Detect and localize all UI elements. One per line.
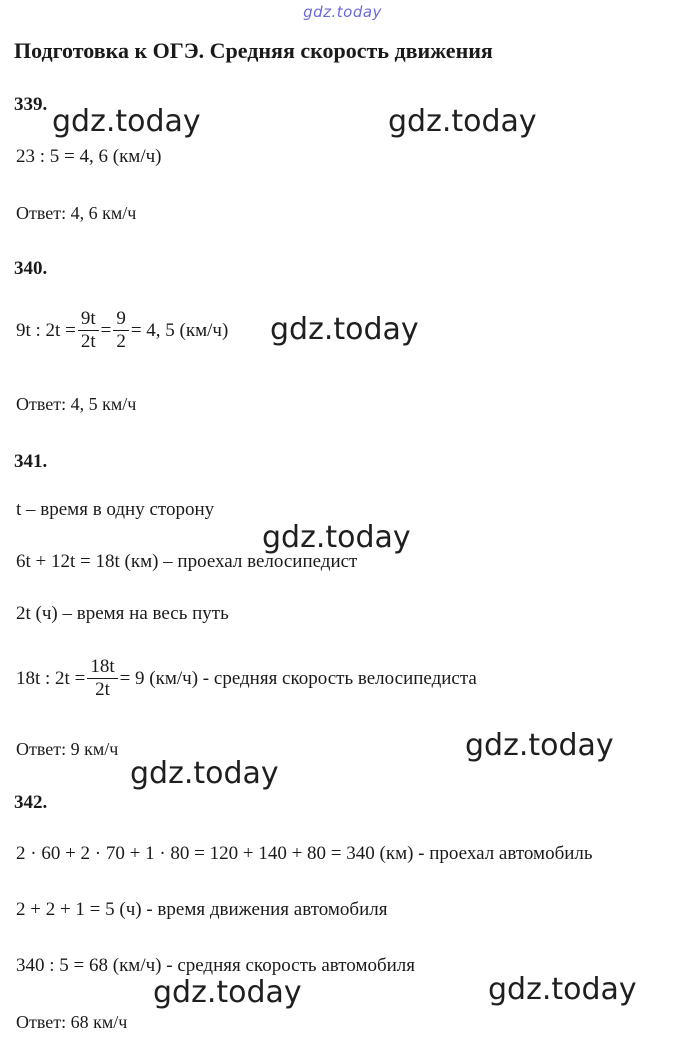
- problem-341-line-2: 6t + 12t = 18t (км) – проехал велосипедист: [16, 551, 358, 572]
- fraction-2-numerator: 9: [113, 308, 129, 331]
- problem-339-line-1: 23 : 5 = 4, 6 (км/ч): [16, 146, 162, 167]
- problem-341-number: 341.: [14, 451, 48, 472]
- site-watermark-top: gdz.today: [303, 3, 382, 21]
- problem-341-answer: Ответ: 9 км/ч: [16, 739, 119, 759]
- problem-342-number: 342.: [14, 792, 48, 813]
- problem-339-number: 339.: [14, 94, 48, 115]
- watermark: gdz.today: [465, 728, 614, 763]
- problem-341-line-3: 2t (ч) – время на весь путь: [16, 603, 229, 624]
- problem-340-fraction-2: [113, 308, 129, 353]
- page-title: Подготовка к ОГЭ. Средняя скорость движения: [14, 38, 493, 63]
- problem-341-fraction: [87, 656, 117, 701]
- problem-342-answer: Ответ: 68 км/ч: [16, 1012, 128, 1032]
- problem-339-answer: Ответ: 4, 6 км/ч: [16, 203, 137, 223]
- fraction-numerator: 18t: [87, 656, 117, 679]
- problem-342-line-1: 2 · 60 + 2 · 70 + 1 · 80 = 120 + 140 + 80 = 340 (км) - проехал автомобиль: [16, 843, 593, 864]
- problem-340-rhs: = 4, 5 (км/ч): [130, 319, 229, 341]
- problem-341-line-1: t – время в одну сторону: [16, 499, 215, 520]
- watermark: gdz.today: [488, 972, 637, 1007]
- problem-340-number: 340.: [14, 258, 48, 279]
- problem-340-fraction-1: [78, 308, 99, 353]
- watermark: gdz.today: [153, 975, 302, 1010]
- watermark: gdz.today: [270, 312, 419, 347]
- watermark: gdz.today: [388, 104, 537, 139]
- watermark: gdz.today: [262, 520, 411, 555]
- problem-340-answer: Ответ: 4, 5 км/ч: [16, 394, 137, 414]
- problem-341-equation: [16, 656, 477, 701]
- fraction-denominator: 2t: [95, 679, 110, 700]
- problem-340-lhs: 9t : 2t =: [16, 319, 76, 341]
- fraction-2-denominator: 2: [116, 331, 126, 352]
- fraction-1-denominator: 2t: [80, 331, 96, 352]
- watermark: gdz.today: [130, 756, 279, 791]
- problem-340-equation: [16, 308, 228, 353]
- problem-341-rhs: = 9 (км/ч) - средняя скорость велосипедиста: [119, 667, 477, 689]
- problem-341-lhs: 18t : 2t =: [16, 667, 86, 689]
- problem-342-line-2: 2 + 2 + 1 = 5 (ч) - время движения автомобиля: [16, 899, 388, 920]
- watermark: gdz.today: [52, 104, 201, 139]
- problem-340-equals: =: [100, 319, 112, 341]
- fraction-1-numerator: 9t: [78, 308, 99, 331]
- problem-342-line-3: 340 : 5 = 68 (км/ч) - средняя скорость автомобиля: [16, 955, 416, 976]
